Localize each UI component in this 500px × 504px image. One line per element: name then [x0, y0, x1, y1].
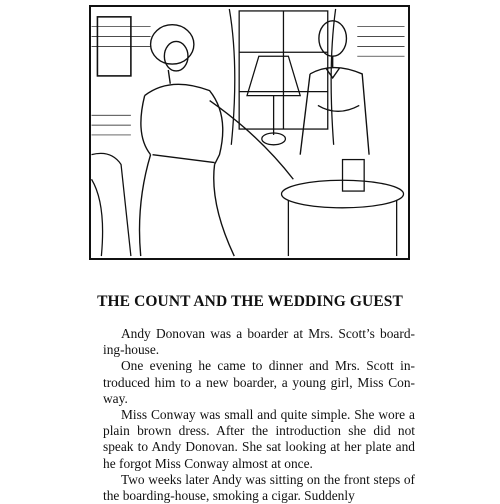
- wall-hatching: [92, 27, 405, 135]
- man-figure: [300, 21, 369, 155]
- illustration: [89, 5, 410, 260]
- paragraph: One evening he came to dinner and Mrs. Scott introduced him to a new boarder, a young girl, Miss Conway.: [103, 358, 415, 406]
- sofa-drawing: [92, 153, 131, 256]
- paragraph: Andy Donovan was a boarder at Mrs. Scott’s boarding-house.: [103, 326, 415, 358]
- story-body: [103, 326, 415, 504]
- lamp-drawing: [247, 56, 300, 145]
- window-drawing: [229, 9, 335, 145]
- woman-figure: [140, 25, 294, 256]
- paragraph: Miss Conway was small and quite simple. She wore a plain brown dress. After the introduction she did not speak to Andy Donovan. She sat looking at her plate and he forgot Miss Conway almost at once.: [103, 407, 415, 471]
- story-title: THE COUNT AND THE WEDDING GUEST: [97, 293, 403, 310]
- paragraph: Two weeks later Andy was sitting on the front steps of the boarding-house, smoking a cigar. Suddenly: [103, 471, 415, 504]
- table-drawing: [281, 160, 403, 256]
